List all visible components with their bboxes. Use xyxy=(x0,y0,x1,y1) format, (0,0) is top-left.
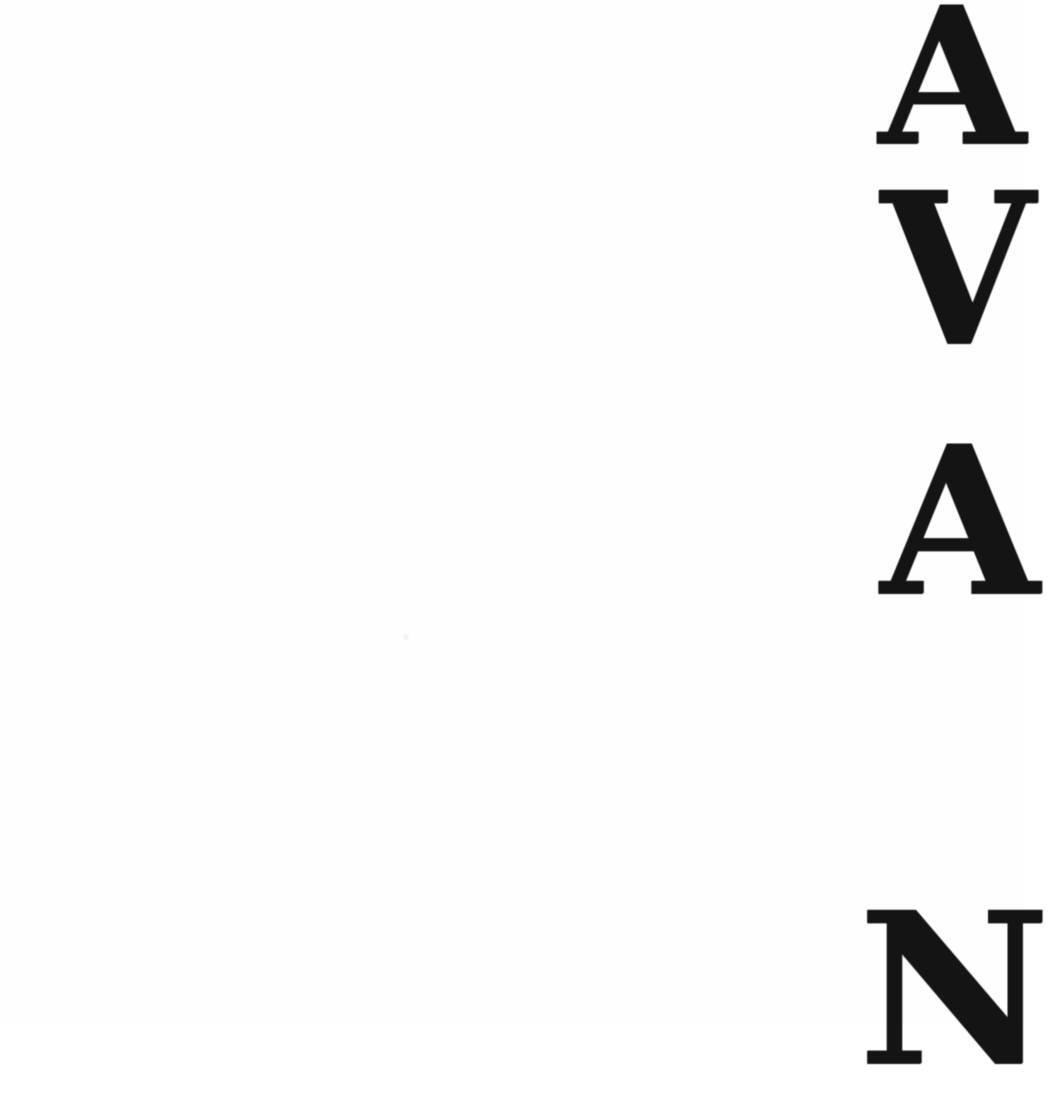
letter-v: V xyxy=(880,146,1035,393)
letter-n: N xyxy=(858,866,1050,1113)
letter-a-top: A xyxy=(878,0,1026,188)
letter-a-middle: A xyxy=(880,402,1040,642)
paper-speck xyxy=(403,634,409,640)
